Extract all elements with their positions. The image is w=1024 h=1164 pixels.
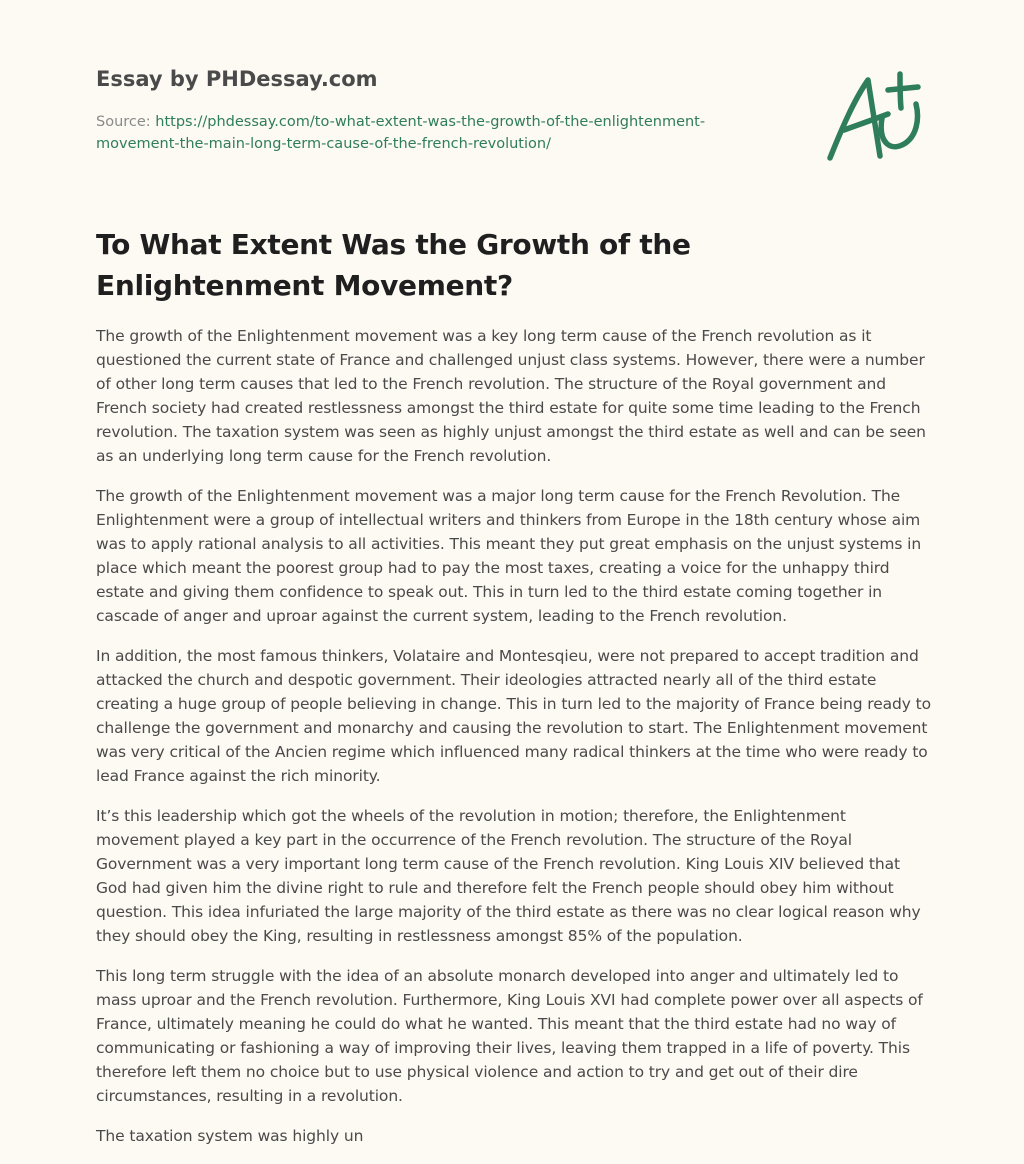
essay-header [96, 64, 776, 155]
source-line [96, 111, 776, 155]
essay-paragraph: In addition, the most famous thinkers, Volataire and Montesqieu, were not prepared to accept tradition and attacked the church and despotic government. Their ideologies attracted nearly all of the third estate creating a huge group of people believing in change. This in turn led to the majority of France being ready to challenge the government and monarchy and causing the revolution to start. The Enlightenment movement was very critical of the Ancien regime which influenced many radical thinkers at the time who were ready to lead France against the rich minority. [96, 647, 932, 785]
a-plus-logo-icon [820, 68, 930, 168]
brand-title: Essay by PHDessay.com [96, 67, 378, 91]
essay-paragraph: It’s this leadership which got the wheels of the revolution in motion; therefore, the Enlightenment movement played a key part in the occurrence of the French revolution. The structure of the Royal Government was a very important long term cause of the French revolution. King Louis XIV believed that God had given him the divine right to rule and therefore felt the French people should obey him without question. This idea infuriated the large majority of the third estate as there was no clear logical reason why they should obey the King, resulting in restlessness amongst 85% of the population. [96, 807, 921, 945]
essay-paragraph: This long term struggle with the idea of an absolute monarch developed into anger and ultimately led to mass uproar and the French revolution. Furthermore, King Louis XVI had complete power over all aspects of France, ultimately meaning he could do what he wanted. This meant that the third estate had no way of communicating or fashioning a way of improving their lives, leaving them trapped in a life of poverty. This therefore left them no choice but to use physical violence and action to try and get out of their dire circumstances, resulting in a revolution. [96, 967, 923, 1105]
essay-title: To What Extent Was the Growth of the Enlightenment Movement? [96, 228, 691, 302]
source-label: Source: [96, 114, 156, 130]
essay-paragraph: The growth of the Enlightenment movement was a key long term cause of the French revolution as it questioned the current state of France and challenged unjust class systems. However, there were a number of other long term causes that led to the French revolution. The structure of the Royal government and French society had created restlessness amongst the third estate for quite some time leading to the French revolution. The taxation system was seen as highly unjust amongst the third estate as well and can be seen as an underlying long term cause for the French revolution. [96, 327, 926, 465]
essay-paragraph-truncated: The taxation system was highly un [96, 1127, 364, 1145]
essay-paragraph: The growth of the Enlightenment movement was a major long term cause for the French Revolution. The Enlightenment were a group of intellectual writers and thinkers from Europe in the 18th century whose aim was to apply rational analysis to all activities. This meant they put great emphasis on the unjust systems in place which meant the poorest group had to pay the most taxes, creating a voice for the unhappy third estate and giving them confidence to speak out. This in turn led to the third estate coming together in cascade of anger and uproar against the current system, leading to the French revolution. [96, 487, 922, 625]
source-link[interactable]: https://phdessay.com/to-what-extent-was-the-growth-of-the-enlightenment-movement-the-main-long-term-cause-of-the-french-revolution/ [96, 114, 706, 152]
essay-body [96, 324, 932, 1164]
